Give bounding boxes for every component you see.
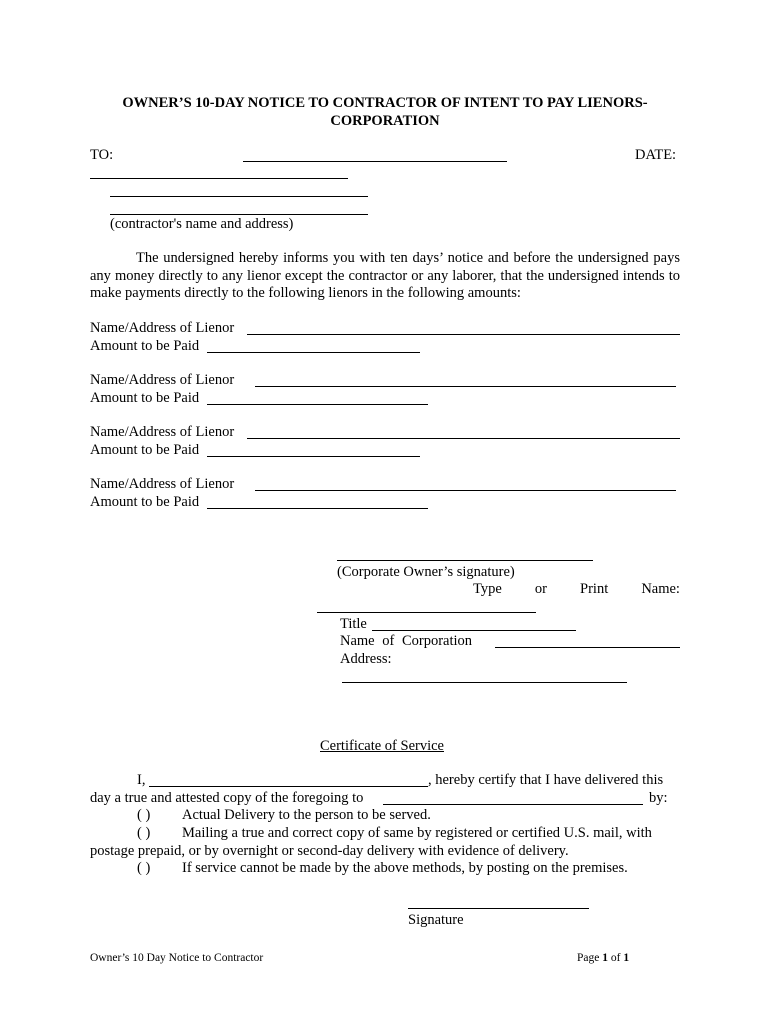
contractor-line-1[interactable]: [90, 178, 348, 179]
lienor-4-name-line[interactable]: [255, 490, 676, 491]
lienor-3-amount-line[interactable]: [207, 456, 420, 457]
certificate-heading: Certificate of Service: [320, 738, 444, 754]
lienor-1-amount-line[interactable]: [207, 352, 420, 353]
address-line[interactable]: [342, 682, 627, 683]
or-word: or: [534, 581, 547, 597]
checkbox-mailing[interactable]: ( ): [137, 825, 151, 841]
lienor-2-name-line[interactable]: [255, 386, 676, 387]
contractor-caption: (contractor's name and address): [110, 216, 294, 232]
lienor-4-name-label: Name/Address of Lienor: [90, 476, 235, 492]
lienor-3-name-label: Name/Address of Lienor: [90, 424, 235, 440]
print-word: Print: [580, 581, 609, 597]
to-line[interactable]: [243, 161, 507, 162]
lienor-3-name-line[interactable]: [247, 438, 680, 439]
option-mailing-line-1: Mailing a true and correct copy of same by registered or certified U.S. mail, with: [182, 825, 652, 841]
type-word: Type: [473, 581, 502, 597]
page-total: 1: [623, 952, 630, 964]
owner-signature-line[interactable]: [337, 560, 593, 561]
document-title: [90, 94, 680, 130]
service-signature-line[interactable]: [408, 908, 589, 909]
title-line[interactable]: [372, 630, 576, 631]
owner-signature-caption: (Corporate Owner’s signature): [337, 564, 515, 580]
corporation-label: Name of Corporation: [340, 633, 473, 649]
certifier-name-line[interactable]: [149, 786, 428, 787]
option-posting: If service cannot be made by the above methods, by posting on the premises.: [182, 860, 628, 876]
certify-prefix: I,: [137, 772, 146, 788]
delivered-to-prefix: day a true and attested copy of the foregoing to: [90, 790, 364, 806]
contractor-line-3[interactable]: [110, 214, 368, 215]
checkbox-posting[interactable]: ( ): [137, 860, 151, 876]
title-label: Title: [340, 616, 367, 632]
certify-suffix: , hereby certify that I have delivered this: [428, 772, 664, 788]
delivered-to-suffix: by:: [649, 790, 668, 806]
lienor-3-amount-label: Amount to be Paid: [90, 442, 200, 458]
checkbox-actual-delivery[interactable]: ( ): [137, 807, 151, 823]
footer-left: Owner’s 10 Day Notice to Contractor: [90, 952, 264, 964]
body-paragraph-text: The undersigned hereby informs you with ten days’ notice and before the undersigned pays any money directly to any lienor except the contractor or any laborer, that the undersigned intends to make payments directly to the following lienors in the following amounts:: [90, 250, 680, 301]
body-paragraph: [90, 250, 680, 303]
date-label: DATE:: [635, 147, 677, 163]
print-name-line[interactable]: [317, 612, 536, 613]
title-line-2: CORPORATION: [330, 113, 440, 129]
lienor-2-amount-label: Amount to be Paid: [90, 390, 200, 406]
page-number: [577, 950, 629, 968]
delivered-to-line[interactable]: [383, 804, 643, 805]
lienor-2-amount-line[interactable]: [207, 404, 428, 405]
corporation-line[interactable]: [495, 647, 680, 648]
page-current: 1: [602, 952, 608, 964]
page-word: Page: [577, 952, 600, 964]
lienor-2-name-label: Name/Address of Lienor: [90, 372, 235, 388]
option-actual-delivery: Actual Delivery to the person to be served.: [182, 807, 431, 823]
lienor-4-amount-line[interactable]: [207, 508, 428, 509]
option-mailing-line-2: postage prepaid, or by overnight or second-day delivery with evidence of delivery.: [90, 843, 569, 859]
service-signature-label: Signature: [408, 912, 464, 928]
contractor-line-2[interactable]: [110, 196, 368, 197]
name-word: Name:: [641, 581, 680, 597]
lienor-1-name-line[interactable]: [247, 334, 680, 335]
lienor-4-amount-label: Amount to be Paid: [90, 494, 200, 510]
type-or-print-name-row: [473, 581, 680, 599]
lienor-1-name-label: Name/Address of Lienor: [90, 320, 235, 336]
of-word: of: [610, 952, 621, 964]
address-label: Address:: [340, 651, 392, 667]
title-line-1: OWNER’S 10-DAY NOTICE TO CONTRACTOR OF INTENT TO PAY LIENORS-: [122, 95, 648, 111]
to-label: TO:: [90, 147, 114, 163]
lienor-1-amount-label: Amount to be Paid: [90, 338, 200, 354]
